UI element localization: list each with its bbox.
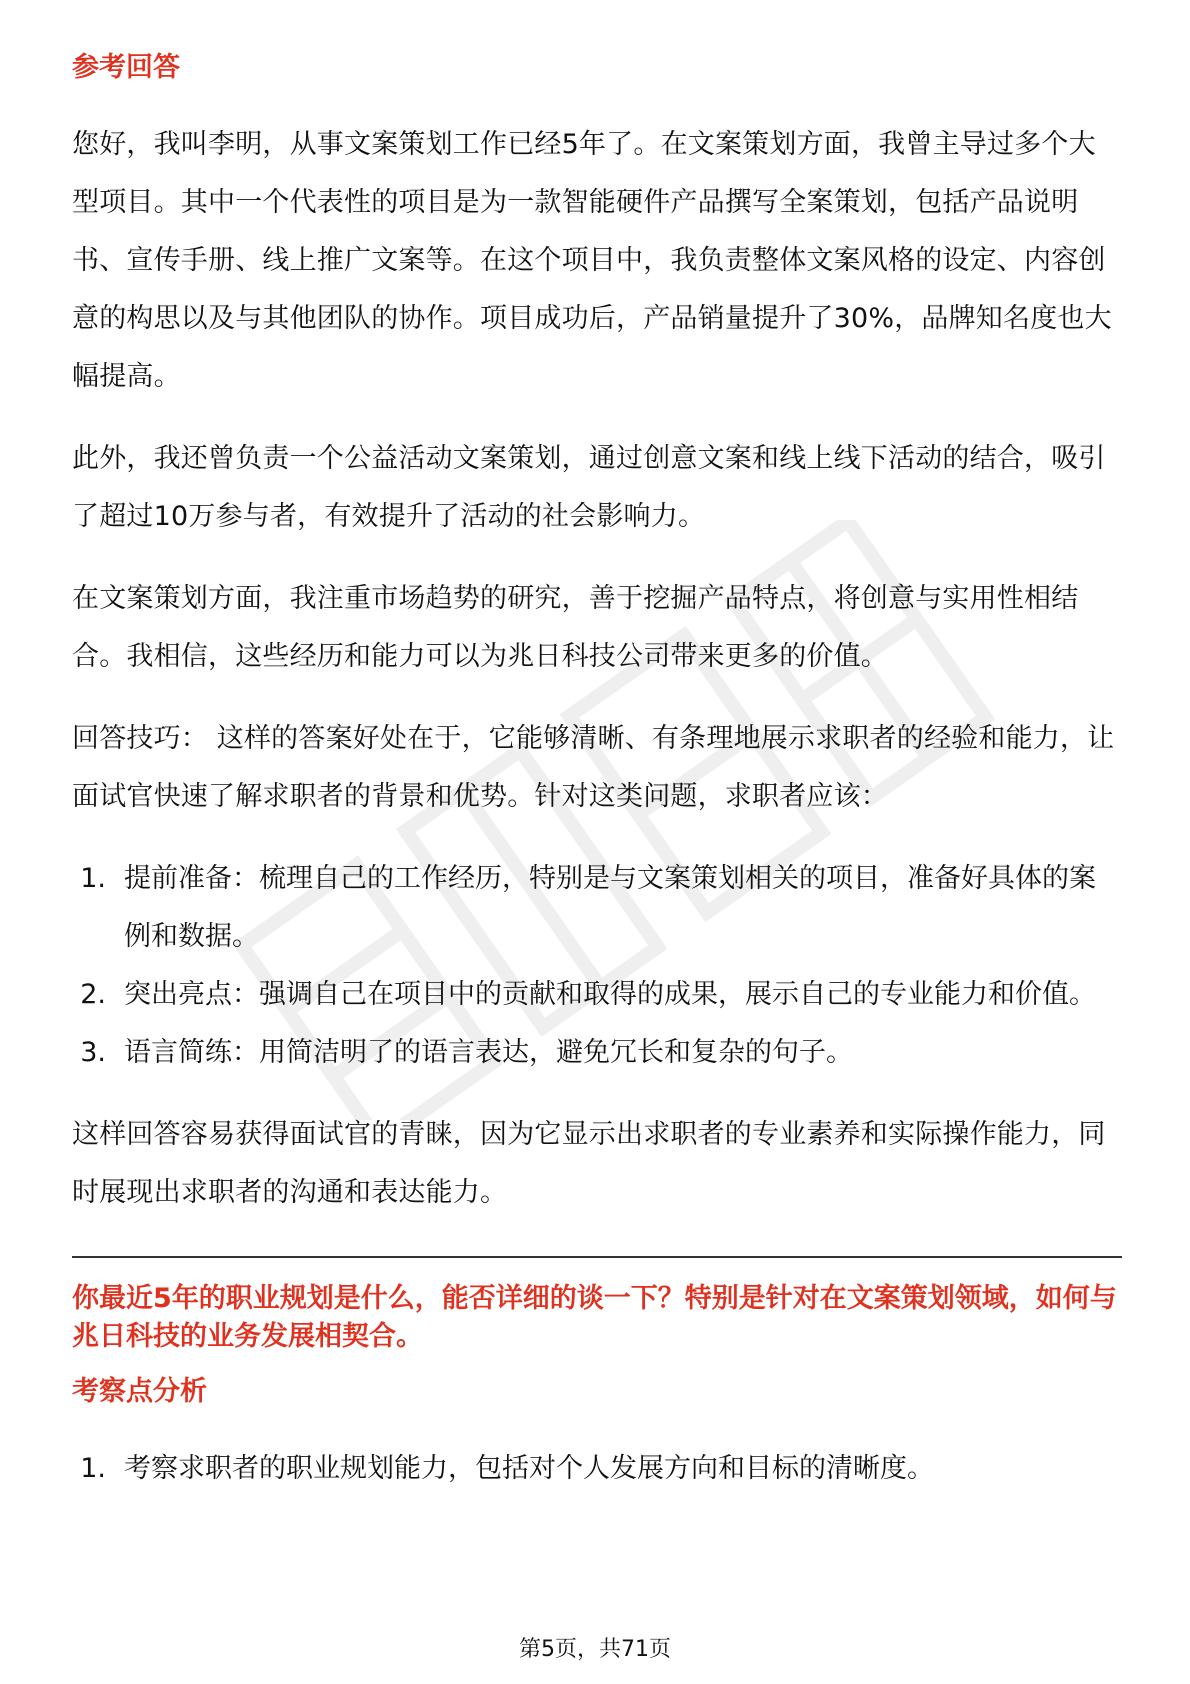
page-content: [72, 48, 1122, 1498]
list-item: [72, 966, 1122, 1024]
page-footer: 第5页，共71页: [519, 1637, 671, 1662]
answer-tips-intro: 回答技巧： 这样的答案好处在于，它能够清晰、有条理地展示求职者的经验和能力，让面试官快速了解求职者的背景和优势。针对这类问题，求职者应该：: [72, 723, 1115, 812]
answer-paragraph-2: 此外，我还曾负责一个公益活动文案策划，通过创意文案和线上线下活动的结合，吸引了超过10万参与者，有效提升了活动的社会影响力。: [72, 443, 1106, 532]
answer-paragraph-3: 在文案策划方面，我注重市场趋势的研究，善于挖掘产品特点，将创意与实用性相结合。我相信，这些经历和能力可以为兆日科技公司带来更多的价值。: [72, 583, 1079, 672]
next-question: 你最近5年的职业规划是什么，能否详细的谈一下？特别是针对在文案策划领域，如何与兆日科技的业务发展相契合。: [72, 1283, 1117, 1352]
list-item: [72, 1440, 1122, 1498]
section-divider: [72, 1256, 1122, 1258]
list-text: 语言简练：用简洁明了的语言表达，避免冗长和复杂的句子。: [124, 1037, 853, 1068]
answer-closing: 这样回答容易获得面试官的青睐，因为它显示出求职者的专业素养和实际操作能力，同时展现出求职者的沟通和表达能力。: [72, 1119, 1106, 1208]
answer-paragraph-1: 您好，我叫李明，从事文案策划工作已经5年了。在文案策划方面，我曾主导过多个大型项目。其中一个代表性的项目是为一款智能硬件产品撰写全案策划，包括产品说明书、宣传手册、线上推广文案等。在这个项目中，我负责整体文案风格的设定、内容创意的构思以及与其他团队的协作。项目成功后，产品销量提升了30%，品牌知名度也大幅提高。: [72, 129, 1112, 392]
analysis-title: 考察点分析: [72, 1376, 207, 1407]
list-text: 突出亮点：强调自己在项目中的贡献和取得的成果，展示自己的专业能力和价值。: [124, 979, 1096, 1010]
list-number: 1.: [80, 1453, 106, 1484]
list-text: 提前准备：梳理自己的工作经历，特别是与文案策划相关的项目，准备好具体的案例和数据。: [124, 863, 1096, 952]
reference-answer-title: 参考回答: [72, 52, 180, 83]
list-item: [72, 1024, 1122, 1082]
tips-list: [72, 850, 1122, 1082]
list-number: 2.: [80, 979, 106, 1010]
analysis-list: [72, 1440, 1122, 1498]
list-item: [72, 850, 1122, 966]
list-text: 考察求职者的职业规划能力，包括对个人发展方向和目标的清晰度。: [124, 1453, 934, 1484]
list-number: 1.: [80, 863, 106, 894]
list-number: 3.: [80, 1037, 106, 1068]
